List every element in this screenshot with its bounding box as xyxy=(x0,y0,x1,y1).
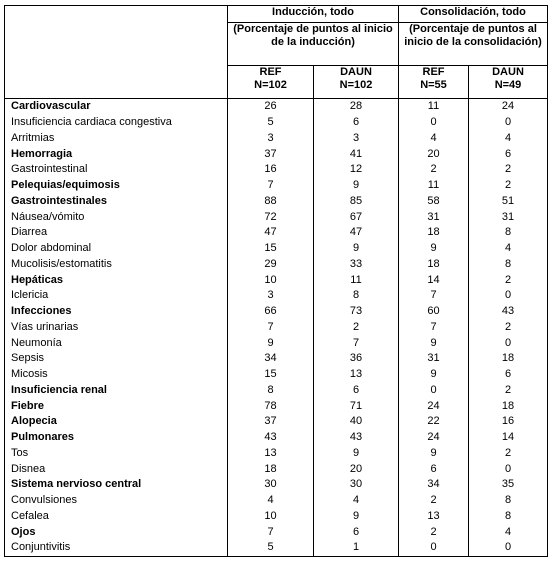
header-blank-cell xyxy=(5,6,228,23)
row-value: 8 xyxy=(469,493,548,509)
row-value: 35 xyxy=(469,477,548,493)
row-value: 36 xyxy=(314,351,399,367)
row-value: 10 xyxy=(228,272,314,288)
row-value: 20 xyxy=(314,461,399,477)
row-value: 14 xyxy=(399,272,469,288)
row-label: Icleric​ia xyxy=(5,288,228,304)
row-value: 6 xyxy=(469,146,548,162)
row-value: 6 xyxy=(314,524,399,540)
row-value: 9 xyxy=(399,367,469,383)
table-row xyxy=(5,241,548,257)
row-value: 6 xyxy=(314,383,399,399)
table-row xyxy=(5,131,548,147)
row-value: 24 xyxy=(399,430,469,446)
row-value: 66 xyxy=(228,304,314,320)
row-value: 0 xyxy=(399,115,469,131)
row-value: 37 xyxy=(228,414,314,430)
adverse-events-table xyxy=(4,5,548,557)
row-value: 2 xyxy=(399,162,469,178)
row-value: 0 xyxy=(469,335,548,351)
row-value: 9 xyxy=(399,446,469,462)
row-value: 47 xyxy=(314,225,399,241)
row-value: 29 xyxy=(228,257,314,273)
row-value: 4 xyxy=(399,131,469,147)
row-value: 11 xyxy=(399,178,469,194)
row-value: 4 xyxy=(228,493,314,509)
row-value: 2 xyxy=(469,446,548,462)
column-header-n: N=102 xyxy=(254,79,287,91)
row-value: 18 xyxy=(399,225,469,241)
row-value: 5 xyxy=(228,540,314,556)
row-label: Hemorragia xyxy=(5,146,228,162)
table-row xyxy=(5,178,548,194)
row-value: 3 xyxy=(314,131,399,147)
row-label: Alopecia xyxy=(5,414,228,430)
column-header-ref xyxy=(399,66,469,99)
row-value: 6 xyxy=(399,461,469,477)
row-label: Pulmonares xyxy=(5,430,228,446)
row-value: 4 xyxy=(314,493,399,509)
table-row xyxy=(5,524,548,540)
row-value: 2 xyxy=(469,162,548,178)
row-label: Dolor abdominal xyxy=(5,241,228,257)
row-value: 16 xyxy=(228,162,314,178)
row-value: 2 xyxy=(469,272,548,288)
row-value: 41 xyxy=(314,146,399,162)
row-value: 30 xyxy=(314,477,399,493)
table-row xyxy=(5,288,548,304)
table-row xyxy=(5,383,548,399)
row-value: 0 xyxy=(469,115,548,131)
table-row xyxy=(5,209,548,225)
row-value: 60 xyxy=(399,304,469,320)
table-row xyxy=(5,194,548,210)
row-value: 20 xyxy=(399,146,469,162)
row-label: Sepsis xyxy=(5,351,228,367)
table-row xyxy=(5,540,548,556)
table-row xyxy=(5,146,548,162)
row-value: 34 xyxy=(399,477,469,493)
row-value: 8 xyxy=(469,509,548,525)
row-value: 8 xyxy=(469,225,548,241)
row-value: 18 xyxy=(228,461,314,477)
column-header-name: REF xyxy=(259,66,282,78)
row-label: Fiebre xyxy=(5,398,228,414)
row-label: Convulsiones xyxy=(5,493,228,509)
header-blank-cell xyxy=(5,66,228,99)
row-label: Tos xyxy=(5,446,228,462)
row-label: Sistema nervioso central xyxy=(5,477,228,493)
row-value: 12 xyxy=(314,162,399,178)
row-value: 9 xyxy=(228,335,314,351)
row-value: 0 xyxy=(469,461,548,477)
row-label: Conjuntivitis xyxy=(5,540,228,556)
row-value: 9 xyxy=(314,178,399,194)
row-value: 14 xyxy=(469,430,548,446)
row-value: 6 xyxy=(314,115,399,131)
table-row xyxy=(5,351,548,367)
row-label: Insuficiencia renal xyxy=(5,383,228,399)
row-label: Hepáticas xyxy=(5,272,228,288)
table-row xyxy=(5,461,548,477)
row-value: 13 xyxy=(314,367,399,383)
row-value: 78 xyxy=(228,398,314,414)
row-value: 18 xyxy=(399,257,469,273)
row-value: 2 xyxy=(314,320,399,336)
table-row xyxy=(5,257,548,273)
row-label: Vías urinarias xyxy=(5,320,228,336)
row-value: 2 xyxy=(399,493,469,509)
row-value: 11 xyxy=(314,272,399,288)
table-row xyxy=(5,398,548,414)
row-value: 16 xyxy=(469,414,548,430)
row-label: Gastrointestinales xyxy=(5,194,228,210)
column-header-daun xyxy=(469,66,548,99)
row-value: 3 xyxy=(228,131,314,147)
row-value: 71 xyxy=(314,398,399,414)
row-value: 7 xyxy=(314,335,399,351)
table-row xyxy=(5,414,548,430)
column-header-name: DAUN xyxy=(340,66,372,78)
induction-group-subtitle: (Porcentaje de puntos al inicio de la inducción) xyxy=(228,23,399,66)
table-row xyxy=(5,430,548,446)
row-label: Gastrointestinal xyxy=(5,162,228,178)
table-header xyxy=(5,6,548,99)
row-value: 13 xyxy=(228,446,314,462)
table-row xyxy=(5,477,548,493)
table-row xyxy=(5,225,548,241)
row-label: Mucolisis/estomatitis xyxy=(5,257,228,273)
row-value: 0 xyxy=(399,540,469,556)
row-value: 31 xyxy=(469,209,548,225)
row-value: 8 xyxy=(228,383,314,399)
row-value: 73 xyxy=(314,304,399,320)
row-value: 15 xyxy=(228,241,314,257)
row-value: 24 xyxy=(469,99,548,115)
table-row xyxy=(5,304,548,320)
row-label: Náusea/vómito xyxy=(5,209,228,225)
row-label: Arritmias xyxy=(5,131,228,147)
row-label: Cardiovascular xyxy=(5,99,228,115)
row-value: 18 xyxy=(469,351,548,367)
column-header-name: DAUN xyxy=(492,66,524,78)
table-row xyxy=(5,272,548,288)
row-value: 0 xyxy=(399,383,469,399)
row-value: 18 xyxy=(469,398,548,414)
row-label: Disnea xyxy=(5,461,228,477)
row-value: 28 xyxy=(314,99,399,115)
row-value: 2 xyxy=(469,383,548,399)
row-value: 13 xyxy=(399,509,469,525)
row-value: 4 xyxy=(469,241,548,257)
table-row xyxy=(5,115,548,131)
consolidation-group-title: Consolidación, todo xyxy=(399,6,548,23)
table-body xyxy=(5,99,548,557)
column-header-ref xyxy=(228,66,314,99)
table-row xyxy=(5,446,548,462)
row-value: 7 xyxy=(228,320,314,336)
row-value: 9 xyxy=(314,241,399,257)
row-value: 30 xyxy=(228,477,314,493)
row-value: 31 xyxy=(399,351,469,367)
table-row xyxy=(5,509,548,525)
row-value: 22 xyxy=(399,414,469,430)
column-header-daun xyxy=(314,66,399,99)
row-value: 10 xyxy=(228,509,314,525)
row-value: 72 xyxy=(228,209,314,225)
row-value: 7 xyxy=(228,524,314,540)
column-header-name: REF xyxy=(422,66,445,78)
row-value: 33 xyxy=(314,257,399,273)
row-value: 2 xyxy=(469,178,548,194)
table-row xyxy=(5,493,548,509)
row-label: Neumonía xyxy=(5,335,228,351)
row-value: 43 xyxy=(469,304,548,320)
row-label: Pelequias/equimosis xyxy=(5,178,228,194)
induction-group-title: Inducción, todo xyxy=(228,6,399,23)
row-value: 0 xyxy=(469,540,548,556)
row-value: 7 xyxy=(399,288,469,304)
row-value: 24 xyxy=(399,398,469,414)
row-value: 37 xyxy=(228,146,314,162)
row-value: 2 xyxy=(399,524,469,540)
row-value: 31 xyxy=(399,209,469,225)
row-value: 2 xyxy=(469,320,548,336)
row-value: 11 xyxy=(399,99,469,115)
table-row xyxy=(5,162,548,178)
row-value: 8 xyxy=(314,288,399,304)
row-value: 8 xyxy=(469,257,548,273)
row-value: 7 xyxy=(399,320,469,336)
row-value: 43 xyxy=(314,430,399,446)
row-value: 40 xyxy=(314,414,399,430)
column-header-n: N=49 xyxy=(494,79,522,91)
header-blank-cell xyxy=(5,23,228,66)
row-value: 43 xyxy=(228,430,314,446)
row-value: 1 xyxy=(314,540,399,556)
row-value: 88 xyxy=(228,194,314,210)
row-value: 5 xyxy=(228,115,314,131)
row-value: 47 xyxy=(228,225,314,241)
row-value: 0 xyxy=(469,288,548,304)
row-value: 85 xyxy=(314,194,399,210)
row-value: 7 xyxy=(228,178,314,194)
row-label: Insuficiencia cardiaca congestiva xyxy=(5,115,228,131)
row-value: 67 xyxy=(314,209,399,225)
row-value: 58 xyxy=(399,194,469,210)
column-header-n: N=55 xyxy=(420,79,447,91)
table-row xyxy=(5,335,548,351)
row-label: Ojos xyxy=(5,524,228,540)
row-value: 6 xyxy=(469,367,548,383)
row-value: 9 xyxy=(314,446,399,462)
table-row xyxy=(5,367,548,383)
row-value: 3 xyxy=(228,288,314,304)
row-label: Infecciones xyxy=(5,304,228,320)
row-value: 4 xyxy=(469,131,548,147)
row-value: 51 xyxy=(469,194,548,210)
row-value: 9 xyxy=(399,335,469,351)
row-value: 4 xyxy=(469,524,548,540)
table-row xyxy=(5,99,548,115)
row-value: 15 xyxy=(228,367,314,383)
row-label: Micosis xyxy=(5,367,228,383)
table-row xyxy=(5,320,548,336)
row-value: 9 xyxy=(399,241,469,257)
adverse-events-table-container xyxy=(4,5,548,557)
row-value: 9 xyxy=(314,509,399,525)
consolidation-group-subtitle: (Porcentaje de puntos al inicio de la consolidación) xyxy=(399,23,548,66)
row-label: Diarrea xyxy=(5,225,228,241)
row-label: Cefalea xyxy=(5,509,228,525)
row-value: 26 xyxy=(228,99,314,115)
row-value: 34 xyxy=(228,351,314,367)
column-header-n: N=102 xyxy=(339,79,373,91)
